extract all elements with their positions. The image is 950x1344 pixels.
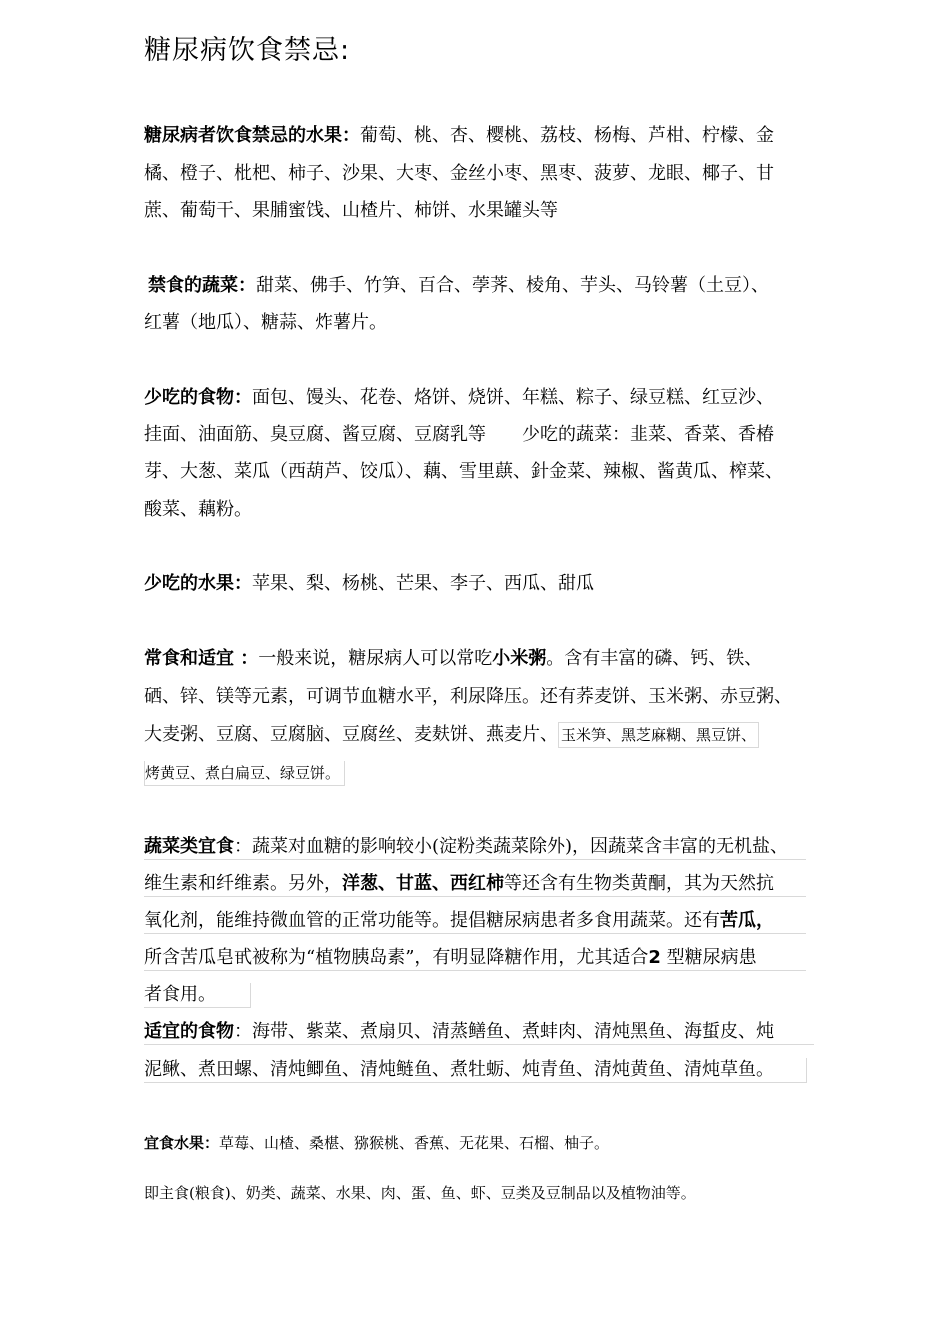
- fruit-suitable-label: 宜食水果：: [144, 1134, 220, 1152]
- fruits-forbidden-text-1: 葡萄、桃、杏、樱桃、荔枝、杨梅、芦柑、柠檬、金: [360, 125, 774, 146]
- veg-forbidden-line-2: 红薯（地瓜）、糖蒜、炸薯片。: [144, 312, 387, 333]
- fruit-less-text: 苹果、梨、杨桃、芒果、李子、西瓜、甜瓜: [252, 573, 594, 594]
- diabetes-type-number: 2: [648, 947, 661, 968]
- veg-forbidden-text-1: 甜菜、佛手、竹笋、百合、荸荠、棱角、芋头、马铃薯（土豆）、: [256, 275, 769, 296]
- veg-highlight-onion-cabbage-tomato: 洋葱、甘蓝、西红柿: [342, 873, 504, 894]
- veg-suitable-line-5: 者食用。: [144, 983, 251, 1008]
- summary-line: 即主食(粮食)、奶类、蔬菜、水果、肉、蛋、鱼、虾、豆类及豆制品以及植物油等。: [144, 1184, 696, 1202]
- millet-porridge-highlight: 小米粥: [492, 648, 547, 669]
- regular-text-1c: 。含有丰富的磷、钙、铁、: [546, 648, 763, 669]
- food-suitable-label: 适宜的食物: [144, 1021, 234, 1042]
- veg-suitable-line-3: [144, 909, 806, 934]
- regular-boxed-text: 玉米笋、黑芝麻糊、黑豆饼、: [558, 722, 759, 748]
- veg-suitable-line-2: [144, 872, 806, 897]
- veg-suitable-text-3a: 氧化剂，能维持微血管的正常功能等。提倡糖尿病患者多食用蔬菜。还有: [144, 910, 720, 931]
- fruit-less-line: [144, 572, 594, 596]
- veg-suitable-text-1: ：蔬菜对血糖的影响较小(淀粉类蔬菜除外)，因蔬菜含丰富的无机盐、: [234, 836, 789, 857]
- veg-forbidden-line-1: [148, 274, 769, 298]
- regular-line-2: 硒、锌、镁等元素，可调节血糖水平，利尿降压。还有荞麦饼、玉米粥、赤豆粥、: [144, 686, 792, 707]
- fruits-forbidden-line-1: [144, 124, 774, 148]
- veg-suitable-text-4c: 型糖尿病患: [660, 947, 757, 968]
- regular-line-3: [144, 722, 759, 748]
- eat-less-text-1: 面包、馒头、花卷、烙饼、烧饼、年糕、粽子、绿豆糕、红豆沙、: [252, 387, 774, 408]
- regular-line-4: 烤黄豆、煮白扁豆、绿豆饼。: [144, 761, 345, 786]
- veg-suitable-text-4a: 所含苦瓜皂甙被称为“植物胰岛素”，有明显降糖作用，尤其适合: [144, 947, 649, 968]
- food-suitable-line-2: 泥鳅、煮田螺、清炖鲫鱼、清炖鲢鱼、煮牡蛎、炖青鱼、清炖黄鱼、清炖草鱼。: [144, 1058, 807, 1083]
- veg-suitable-text-2c: 等还含有生物类黄酮，其为天然抗: [504, 873, 774, 894]
- bitter-melon-highlight: 苦瓜，: [720, 910, 774, 931]
- eat-less-line-2: 挂面、油面筋、臭豆腐、酱豆腐、豆腐乳等 少吃的蔬菜：韭菜、香菜、香椿: [144, 424, 774, 445]
- regular-text-3: 大麦粥、豆腐、豆腐脑、豆腐丝、麦麸饼、燕麦片、: [144, 724, 558, 745]
- veg-suitable-label: 蔬菜类宜食: [144, 836, 234, 857]
- veg-suitable-text-2a: 维生素和纤维素。另外，: [144, 873, 342, 894]
- food-suitable-text-1: ：海带、紫菜、煮扇贝、清蒸鳝鱼、煮蚌肉、清炖黑鱼、海蜇皮、炖: [234, 1021, 774, 1042]
- fruits-forbidden-label: 糖尿病者饮食禁忌的水果：: [144, 125, 360, 146]
- eat-less-line-3: 芽、大葱、菜瓜（西葫芦、饺瓜）、藕、雪里蕻、針金菜、辣椒、酱黄瓜、榨菜、: [144, 461, 783, 482]
- fruit-suitable-line: [144, 1131, 609, 1155]
- fruit-suitable-text: 草莓、山楂、桑椹、猕猴桃、香蕉、无花果、石榴、柚子。: [219, 1134, 610, 1152]
- fruit-less-label: 少吃的水果：: [144, 573, 252, 594]
- regular-line-1: [144, 647, 762, 671]
- veg-suitable-line-4: [144, 946, 806, 971]
- eat-less-line-1: [144, 386, 774, 410]
- eat-less-line-4: 酸菜、藕粉。: [144, 499, 252, 520]
- eat-less-label: 少吃的食物：: [144, 387, 252, 408]
- food-suitable-line-1: [144, 1020, 814, 1045]
- veg-forbidden-label: 禁食的蔬菜：: [148, 275, 256, 296]
- document-title: 糖尿病饮食禁忌:: [144, 35, 351, 66]
- veg-suitable-line-1: [144, 835, 806, 860]
- regular-text-1a: 一般来说，糖尿病人可以常吃: [258, 648, 493, 669]
- regular-label: 常食和适宜 ：: [144, 648, 259, 669]
- fruits-forbidden-line-2: 橘、橙子、枇杷、柿子、沙果、大枣、金丝小枣、黑枣、菠萝、龙眼、椰子、甘: [144, 163, 774, 184]
- fruits-forbidden-line-3: 蔗、葡萄干、果脯蜜饯、山楂片、柿饼、水果罐头等: [144, 200, 558, 221]
